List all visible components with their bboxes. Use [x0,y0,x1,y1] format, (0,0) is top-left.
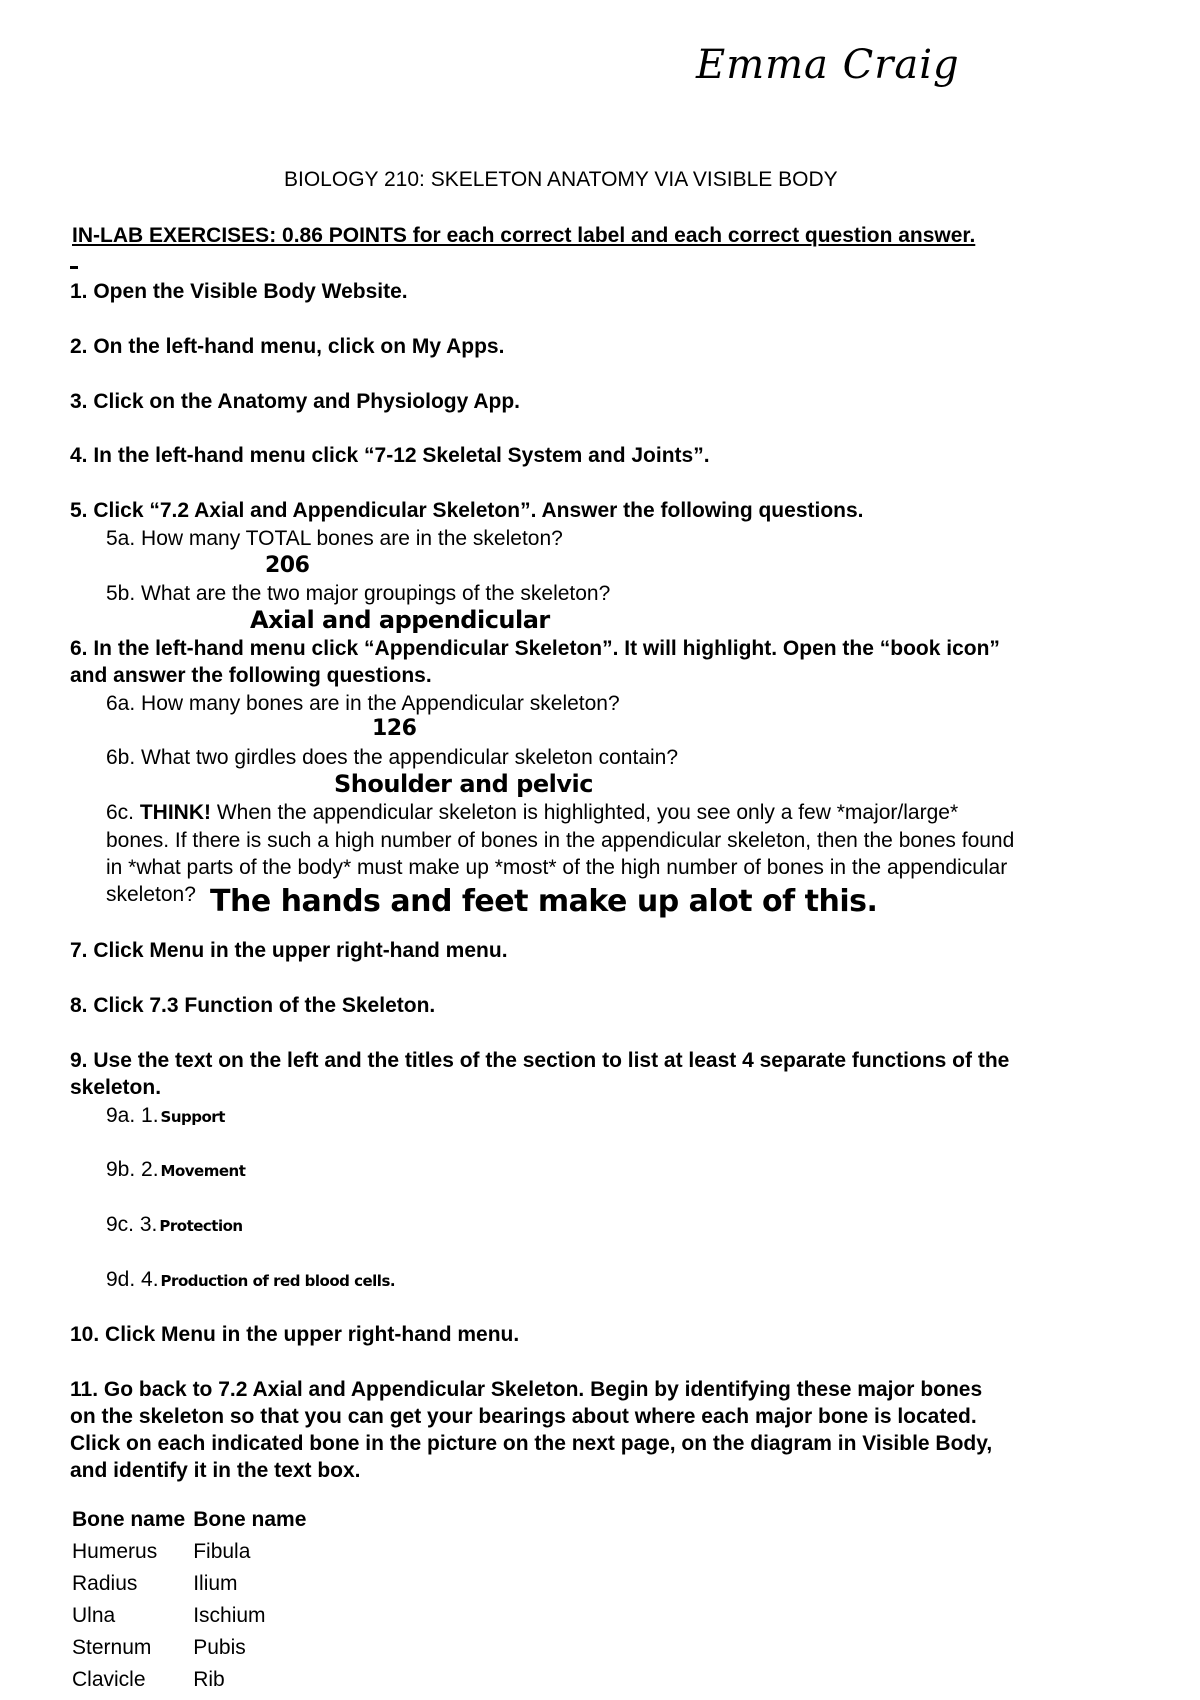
answer-9d: Production of red blood cells. [160,1272,396,1290]
table-cell: Humerus [72,1540,158,1563]
step-11-line-2: on the skeleton so that you can get your bearings about where each major bone is located. [70,1405,977,1428]
table-cell: Pubis [193,1636,246,1659]
question-6c-line-2: bones. If there is such a high number of bones in the appendicular skeleton, then the bones found [106,829,1015,852]
exercises-heading: IN-LAB EXERCISES: 0.86 POINTS for each correct label and each correct question answer. [72,224,976,247]
step-3: 3. Click on the Anatomy and Physiology App. [70,390,521,413]
table-cell: Ilium [193,1572,238,1595]
stray-mark [70,266,78,269]
step-6-line-1: 6. In the left-hand menu click “Appendicular Skeleton”. It will highlight. Open the “book icon” [70,637,1000,660]
bone-name-table [72,1508,314,1700]
step-5: 5. Click “7.2 Axial and Appendicular Skeleton”. Answer the following questions. [70,499,864,522]
answer-9b: Movement [160,1162,246,1180]
table-cell: Clavicle [72,1668,146,1691]
question-6c-line-4: skeleton? [106,883,196,906]
answer-9a: Support [160,1108,225,1126]
table-cell: Fibula [193,1540,251,1563]
step-9-line-2: skeleton. [70,1076,162,1099]
question-9c [106,1213,243,1237]
question-6c-prefix: 6c. [106,801,140,824]
table-cell: Ischium [193,1604,266,1627]
step-1: 1. Open the Visible Body Website. [70,280,408,303]
answer-6a: 126 [372,716,417,741]
question-9c-label: 9c. 3. [106,1213,158,1236]
answer-5a: 206 [265,553,310,578]
step-11-line-1: 11. Go back to 7.2 Axial and Appendicular Skeleton. Begin by identifying these major bones [70,1378,983,1401]
step-9-line-1: 9. Use the text on the left and the titles of the section to list at least 4 separate functions of the [70,1049,1010,1072]
table-cell: Sternum [72,1636,152,1659]
question-6a: 6a. How many bones are in the Appendicular skeleton? [106,692,620,715]
step-8: 8. Click 7.3 Function of the Skeleton. [70,994,436,1017]
table-cell: Ulna [72,1604,116,1627]
student-signature: Emma Craig [696,42,960,88]
table-header-2: Bone name [193,1508,307,1531]
step-4: 4. In the left-hand menu click “7-12 Skeletal System and Joints”. [70,444,710,467]
question-9a [106,1104,225,1128]
step-10: 10. Click Menu in the upper right-hand menu. [70,1323,520,1346]
table-row [72,1604,314,1636]
table-cell: Rib [193,1668,225,1691]
question-6c-line-1 [106,801,958,825]
question-9d [106,1268,395,1292]
page-title: BIOLOGY 210: SKELETON ANATOMY VIA VISIBLE BODY [284,168,838,191]
question-9d-label: 9d. 4. [106,1268,159,1291]
question-6c-text: When the appendicular skeleton is highlighted, you see only a few *major/large* [211,801,959,824]
step-7: 7. Click Menu in the upper right-hand menu. [70,939,508,962]
think-label: THINK! [139,801,212,824]
step-11-line-4: and identify it in the text box. [70,1459,361,1482]
answer-6b: Shoulder and pelvic [334,770,593,798]
table-row [72,1572,314,1604]
table-header-1: Bone name [72,1508,186,1531]
step-11-line-3: Click on each indicated bone in the picture on the next page, on the diagram in Visible Body, [70,1432,993,1455]
question-5a: 5a. How many TOTAL bones are in the skeleton? [106,527,563,550]
answer-6c: The hands and feet make up alot of this. [210,884,878,919]
table-header-row [72,1508,314,1540]
answer-9c: Protection [159,1217,243,1235]
step-6-line-2: and answer the following questions. [70,664,432,687]
question-6b: 6b. What two girdles does the appendicular skeleton contain? [106,746,679,769]
table-row [72,1636,314,1668]
answer-5b: Axial and appendicular [250,606,550,634]
step-2: 2. On the left-hand menu, click on My Apps. [70,335,505,358]
question-9a-label: 9a. 1. [106,1104,159,1127]
question-5b: 5b. What are the two major groupings of the skeleton? [106,582,611,605]
table-row [72,1540,314,1572]
table-row [72,1668,314,1700]
question-9b-label: 9b. 2. [106,1158,159,1181]
question-9b [106,1158,245,1182]
question-6c-line-3: in *what parts of the body* must make up *most* of the high number of bones in the appendicular [106,856,1008,879]
table-cell: Radius [72,1572,138,1595]
